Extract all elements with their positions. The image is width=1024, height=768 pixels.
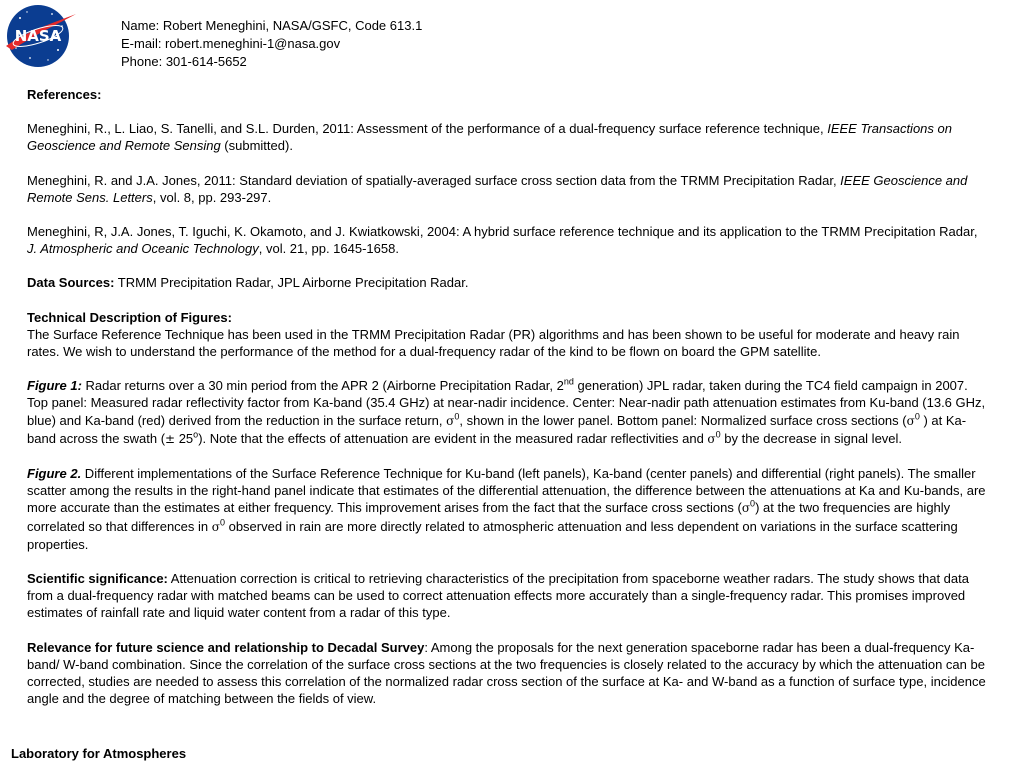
journal-name: IEEE Geoscience and Remote Sens. Letters	[27, 172, 968, 205]
data-sources-label: Data Sources:	[27, 275, 115, 291]
figure-2-label: Figure 2.	[27, 466, 82, 482]
references-heading: References:	[27, 87, 102, 102]
main-content	[27, 86, 991, 724]
journal-name: J. Atmospheric and Oceanic Technology	[27, 241, 259, 257]
contact-email: E-mail: robert.meneghini-1@nasa.gov	[121, 36, 341, 51]
relevance-label: Relevance for future science and relationship to Decadal Survey	[27, 639, 425, 655]
footer-lab-name: Laboratory for Atmospheres	[11, 746, 187, 761]
nasa-logo	[0, 2, 80, 70]
figure-2-caption: Figure 2. Different implementations of the Surface Reference Technique for Ku-band (left panels), Ka-band (center panels) and differential (right panels). The smaller scatter among the results in the right-hand panel indicate that estimates of the differential attenuation, the difference between the attenuations at Ka and Ku-bands, are more accurate than the estimates at either frequency. This improvement arises from the fact that the surface cross sections $(\sigma^0)$ at the two frequencies are highly correlated so that differences in $\sigma^0$ observed in rain are more directly related to atmospheric attenuation and less dependent on variations in the surface scattering properties.	[27, 466, 986, 552]
relevance-text: : Among the proposals for the next generation spaceborne radar has been a dual-frequency Ka-band/ W-band combination. Since the correlation of the surface cross sections at the two frequencies is closely related to the accuracy by which the attenuation can be corrected, studies are needed to assess this correlation of the normalized radar cross section of the surface at Ka- and W-band as a function of surface type, incidence angle and the degree of matching between the fields of view.	[27, 639, 986, 707]
figure-1-caption: Figure 1: Radar returns over a 30 min period from the APR 2 (Airborne Precipitation Radar, 2nd generation) JPL radar, taken during the TC4 field campaign in 2007. Top panel: Measured radar reflectivity factor from Ka-band (35.4 GHz) at near-nadir incidence. Center: Near-nadir path attenuation estimates from Ku-band (13.6 GHz, blue) and Ka-band (red) derived from the reduction in the surface return, $\sigma^0$, shown in the lower panel. Bottom panel: Normalized surface cross sections ($\sigma^0$ ) at Ka-band across the swath (± $25^o$). Note that the effects of attenuation are evident in the measured radar reflectivities and $\sigma^0$ by the decrease in signal level.	[27, 376, 986, 446]
figure-1-label: Figure 1:	[27, 378, 82, 394]
logo-text: NASA	[14, 27, 62, 45]
reference-item: Meneghini, R. and J.A. Jones, 2011: Standard deviation of spatially-averaged surface cross section data from the TRMM Precipitation Radar, IEEE Geoscience and Remote Sens. Letters, vol. 8, pp. 293-297.	[27, 172, 968, 205]
contact-block	[121, 17, 422, 71]
technical-intro: The Surface Reference Technique has been used in the TRMM Precipitation Radar (PR) algorithms and has been shown to be useful for moderate and heavy rain rates. We wish to understand the performance of the method for a dual-frequency radar of the kind to be flown on board the GPM satellite.	[27, 326, 960, 360]
significance-text: Attenuation correction is critical to retrieving characteristics of the precipitation from spaceborne weather radars. The study shows that data from a dual-frequency radar with matched beams can be used to correct attenuation effects more accurately than a single-frequency radar. This promises improved estimates of rainfall rate and liquid water content from a radar of this type.	[27, 571, 969, 621]
journal-name: IEEE Transactions on Geoscience and Remote Sensing	[27, 121, 952, 154]
scientific-significance	[27, 570, 991, 622]
data-sources-text: TRMM Precipitation Radar, JPL Airborne Precipitation Radar.	[114, 275, 469, 291]
references-section	[27, 86, 991, 103]
technical-heading: Technical Description of Figures:	[27, 309, 232, 325]
significance-label: Scientific significance:	[27, 571, 168, 587]
technical-description	[27, 309, 991, 361]
reference-item: Meneghini, R, J.A. Jones, T. Iguchi, K. Okamoto, and J. Kwiatkowski, 2004: A hybrid surface reference technique and its application to the TRMM Precipitation Radar, J. Atmospheric and Oceanic Technology, vol. 21, pp. 1645-1658.	[27, 224, 978, 257]
data-sources	[27, 274, 991, 291]
contact-phone: Phone: 301-614-5652	[121, 54, 247, 69]
relevance-section	[27, 639, 991, 708]
reference-item: Meneghini, R., L. Liao, S. Tanelli, and S.L. Durden, 2011: Assessment of the performance of a dual-frequency surface reference technique, IEEE Transactions on Geoscience and Remote Sensing (submitted).	[27, 121, 952, 154]
contact-name: Name: Robert Meneghini, NASA/GSFC, Code 613.1	[121, 18, 423, 33]
